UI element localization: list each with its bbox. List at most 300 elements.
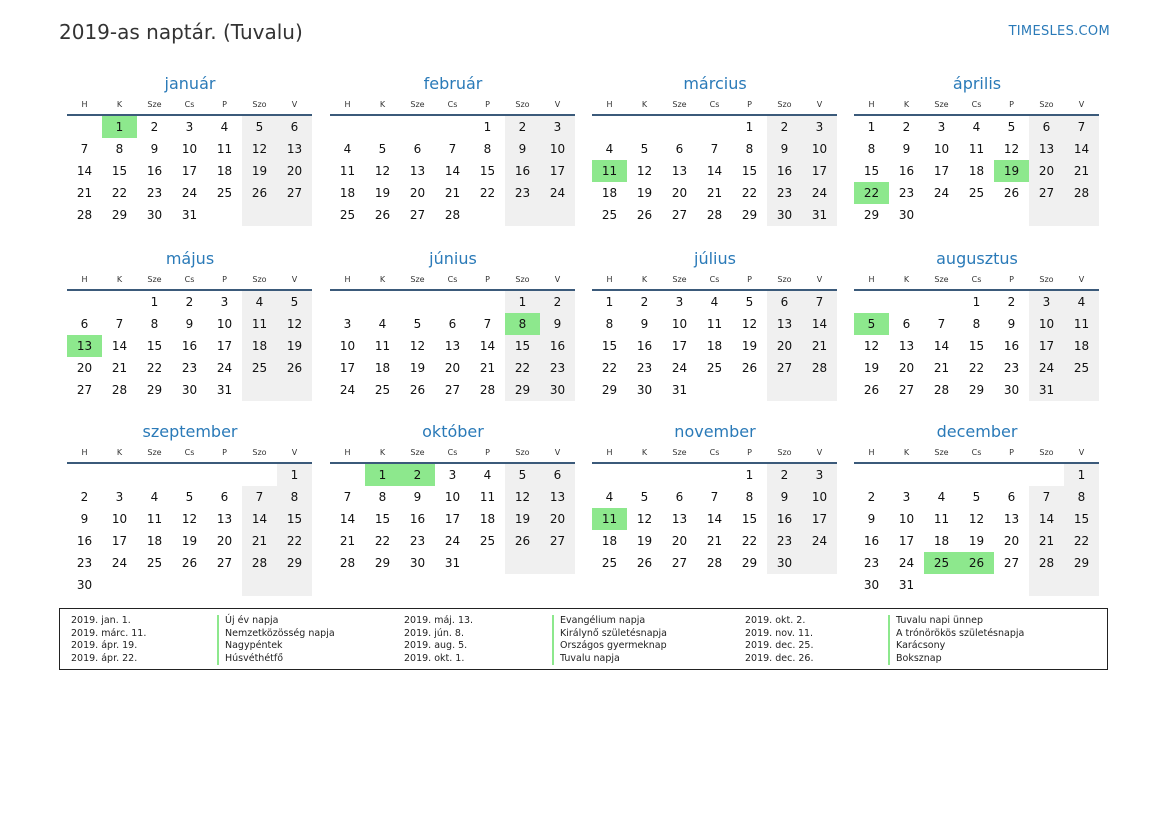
day-cell: 7 [1064,116,1099,138]
day-cell: 15 [741,512,758,526]
legend-date: 2019. ápr. 19. [71,640,138,651]
weekday-header: Sze [662,444,697,464]
day-cell: 8 [277,486,312,508]
day-cell: 21 [802,335,837,357]
day-cell: 28 [933,383,950,397]
legend-date: 2019. jan. 1. [71,615,131,626]
day-cell: 2 [505,116,540,138]
day-cell: 1 [505,291,540,313]
day-cell: 2 [640,295,649,309]
day-cell: 5 [505,464,540,486]
day-cell: 6 [448,317,457,331]
day-cell: 13 [444,339,461,353]
weekday-header: K [102,444,137,464]
day-cell: 24 [216,361,233,375]
weekday-header: H [330,96,365,116]
legend-date: 2019. márc. 11. [71,627,147,639]
day-cell: 12 [1003,142,1020,156]
legend-holiday-name: Tuvalu napja [560,652,620,664]
legend-holiday-name: Nagypéntek [225,640,283,651]
day-cell: 4 [1064,291,1099,313]
day-cell: 26 [242,182,277,204]
day-cell: 9 [80,512,89,526]
weekday-header: Sze [924,271,959,291]
weekday-header: H [854,96,889,116]
day-cell: 28 [802,357,837,379]
day-cell: 13 [67,335,102,357]
day-cell: 13 [671,164,688,178]
day-cell: 19 [968,534,985,548]
legend-date: 2019. ápr. 22. [71,652,138,664]
day-cell: 13 [767,313,802,335]
empty-cell [137,574,172,596]
day-cell: 10 [933,142,950,156]
day-cell: 15 [505,335,540,357]
day-cell: 26 [636,208,653,222]
day-cell: 29 [111,208,128,222]
day-cell: 24 [933,186,950,200]
day-cell: 13 [540,486,575,508]
weekday-header: V [1064,271,1099,291]
day-cell: 2 [150,120,159,134]
empty-cell [994,574,1029,596]
weekday-header: Sze [400,96,435,116]
empty-cell [994,464,1029,486]
day-cell: 21 [1064,160,1099,182]
day-cell: 16 [636,339,653,353]
day-cell: 4 [483,468,492,482]
day-cell: 25 [146,556,163,570]
day-cell: 22 [854,182,889,204]
day-cell: 20 [671,186,688,200]
day-cell: 2 [540,291,575,313]
weekday-header: P [207,444,242,464]
month-11 [592,422,838,574]
day-cell: 11 [216,142,233,156]
day-cell: 5 [640,490,649,504]
day-cell: 7 [710,490,719,504]
day-cell: 26 [181,556,198,570]
day-cell: 22 [968,361,985,375]
day-cell: 2 [400,464,435,486]
empty-cell [592,116,627,138]
day-cell: 21 [444,186,461,200]
weekday-header: P [994,96,1029,116]
day-cell: 21 [479,361,496,375]
day-cell: 23 [767,182,802,204]
day-cell: 28 [444,208,461,222]
day-cell: 27 [767,357,802,379]
empty-cell [697,379,732,401]
day-cell: 3 [185,120,194,134]
day-cell: 19 [994,160,1029,182]
day-cell: 29 [968,383,985,397]
month-12 [854,422,1100,596]
day-cell: 3 [802,116,837,138]
weekday-header: P [732,444,767,464]
month-8 [854,249,1100,401]
day-cell: 14 [1029,508,1064,530]
month-days-grid [854,96,1100,226]
day-cell: 27 [671,208,688,222]
day-cell: 4 [605,490,614,504]
day-cell: 12 [636,512,653,526]
day-cell: 23 [540,357,575,379]
day-cell: 16 [767,508,802,530]
day-cell: 26 [374,208,391,222]
empty-cell [662,464,697,486]
day-cell: 12 [409,339,426,353]
month-name: október [422,422,484,441]
day-cell: 17 [216,339,233,353]
day-cell: 9 [1007,317,1016,331]
weekday-header: K [627,271,662,291]
day-cell: 22 [741,534,758,548]
day-cell: 18 [146,534,163,548]
day-cell: 8 [483,142,492,156]
empty-cell [505,204,540,226]
day-cell: 1 [277,464,312,486]
legend-date: 2019. máj. 13. [404,615,474,626]
empty-cell [365,291,400,313]
day-cell: 17 [181,164,198,178]
legend-holiday-name: Új év napja [225,615,279,626]
day-cell: 23 [767,530,802,552]
day-cell: 7 [343,490,352,504]
weekday-header: Cs [435,444,470,464]
month-days-grid [592,96,838,226]
day-cell: 13 [277,138,312,160]
month-days-grid [592,444,838,574]
empty-cell [662,116,697,138]
day-cell: 16 [767,160,802,182]
month-days-grid [854,271,1100,401]
day-cell: 28 [242,552,277,574]
empty-cell [330,116,365,138]
day-cell: 27 [1003,556,1020,570]
day-cell: 13 [671,512,688,526]
weekday-header: P [994,444,1029,464]
weekday-header: K [627,96,662,116]
weekday-header: P [470,96,505,116]
day-cell: 10 [802,138,837,160]
weekday-header: P [732,96,767,116]
weekday-header: Sze [662,96,697,116]
day-cell: 9 [185,317,194,331]
weekday-header: V [1064,444,1099,464]
day-cell: 8 [115,142,124,156]
day-cell: 9 [505,138,540,160]
day-cell: 18 [339,186,356,200]
day-cell: 5 [277,291,312,313]
day-cell: 7 [937,317,946,331]
month-name: augusztus [936,249,1018,268]
day-cell: 17 [802,508,837,530]
day-cell: 16 [409,512,426,526]
weekday-header: K [102,96,137,116]
day-cell: 13 [1029,138,1064,160]
weekday-header: K [889,271,924,291]
day-cell: 26 [741,361,758,375]
weekday-header: P [994,271,1029,291]
day-cell: 27 [671,556,688,570]
legend-holiday-name: Tuvalu napi ünnep [896,615,983,626]
day-cell: 18 [968,164,985,178]
empty-cell [924,291,959,313]
day-cell: 11 [706,317,723,331]
site-link[interactable]: TIMESLES.COM [1008,24,1110,39]
day-cell: 3 [448,468,457,482]
day-cell: 29 [741,556,758,570]
month-days-grid [330,271,576,401]
day-cell: 28 [111,383,128,397]
month-name: december [936,422,1018,441]
empty-cell [207,574,242,596]
day-cell: 23 [1003,361,1020,375]
empty-cell [802,379,837,401]
day-cell: 12 [505,486,540,508]
weekday-header: H [67,271,102,291]
empty-cell [137,464,172,486]
day-cell: 5 [185,490,194,504]
day-cell: 25 [339,208,356,222]
empty-cell [994,204,1029,226]
weekday-header: H [854,271,889,291]
day-cell: 5 [1007,120,1016,134]
weekday-header: Cs [172,271,207,291]
day-cell: 17 [339,361,356,375]
day-cell: 21 [242,530,277,552]
day-cell: 20 [216,534,233,548]
day-cell: 20 [898,361,915,375]
day-cell: 21 [933,361,950,375]
weekday-header: Cs [959,96,994,116]
day-cell: 29 [601,383,618,397]
day-cell: 21 [1029,530,1064,552]
day-cell: 26 [1003,186,1020,200]
day-cell: 19 [636,534,653,548]
weekday-header: Cs [697,96,732,116]
weekday-header: Sze [400,444,435,464]
day-cell: 12 [636,164,653,178]
day-cell: 26 [277,357,312,379]
day-cell: 23 [146,186,163,200]
month-days-grid [67,271,313,401]
day-cell: 20 [540,508,575,530]
empty-cell [627,464,662,486]
empty-cell [1064,574,1099,596]
day-cell: 17 [444,512,461,526]
day-cell: 22 [601,361,618,375]
day-cell: 1 [972,295,981,309]
month-days-grid [67,444,313,596]
weekday-header: Cs [959,444,994,464]
empty-cell [470,552,505,574]
day-cell: 27 [540,530,575,552]
day-cell: 30 [1003,383,1020,397]
day-cell: 13 [216,512,233,526]
day-cell: 10 [802,486,837,508]
day-cell: 31 [1029,379,1064,401]
weekday-header: H [67,96,102,116]
holiday-legend [59,608,1108,670]
weekday-header: V [277,444,312,464]
month-name: február [423,74,483,93]
day-cell: 30 [636,383,653,397]
empty-cell [1029,464,1064,486]
weekday-header: H [330,271,365,291]
day-cell: 19 [277,335,312,357]
day-cell: 15 [374,512,391,526]
weekday-header: Szo [1029,96,1064,116]
empty-cell [1029,204,1064,226]
legend-date: 2019. aug. 5. [404,640,468,651]
month-3 [592,74,838,226]
day-cell: 19 [863,361,880,375]
day-cell: 15 [1064,508,1099,530]
empty-cell [889,291,924,313]
weekday-header: V [540,444,575,464]
day-cell: 20 [1029,160,1064,182]
empty-cell [400,116,435,138]
weekday-header: Szo [505,271,540,291]
day-cell: 6 [1007,490,1016,504]
weekday-header: P [207,271,242,291]
day-cell: 27 [898,383,915,397]
day-cell: 3 [802,464,837,486]
day-cell: 2 [80,490,89,504]
legend-dates [404,615,473,665]
weekday-header: K [365,271,400,291]
day-cell: 30 [767,552,802,574]
day-cell: 10 [540,138,575,160]
day-cell: 8 [745,490,754,504]
legend-date: 2019. nov. 11. [745,627,814,639]
day-cell: 2 [185,295,194,309]
day-cell: 16 [146,164,163,178]
empty-cell [330,464,365,486]
month-name: szeptember [142,422,238,441]
day-cell: 24 [181,186,198,200]
weekday-header: P [470,271,505,291]
empty-cell [67,116,102,138]
day-cell: 22 [111,186,128,200]
day-cell: 18 [601,186,618,200]
legend-holiday-name: Országos gyermeknap [560,640,667,651]
day-cell: 2 [767,116,802,138]
weekday-header: Cs [172,96,207,116]
legend-date: 2019. okt. 2. [745,615,806,626]
day-cell: 16 [505,160,540,182]
legend-date: 2019. jún. 8. [404,627,465,639]
day-cell: 7 [115,317,124,331]
weekday-header: Sze [137,271,172,291]
day-cell: 24 [540,182,575,204]
day-cell: 5 [378,142,387,156]
day-cell: 25 [1064,357,1099,379]
empty-cell [67,291,102,313]
day-cell: 11 [242,313,277,335]
day-cell: 8 [505,313,540,335]
day-cell: 28 [479,383,496,397]
day-cell: 6 [767,291,802,313]
day-cell: 25 [924,552,959,574]
empty-cell [540,204,575,226]
legend-holiday-name: Nemzetközösség napja [225,627,335,639]
weekday-header: V [1064,96,1099,116]
empty-cell [207,204,242,226]
day-cell: 15 [479,164,496,178]
day-cell: 13 [409,164,426,178]
month-10 [330,422,576,574]
weekday-header: K [365,444,400,464]
day-cell: 29 [1064,552,1099,574]
day-cell: 28 [1064,182,1099,204]
day-cell: 9 [150,142,159,156]
empty-cell [1029,574,1064,596]
day-cell: 18 [601,534,618,548]
day-cell: 26 [409,383,426,397]
day-cell: 24 [898,556,915,570]
day-cell: 18 [706,339,723,353]
empty-cell [959,464,994,486]
day-cell: 6 [80,317,89,331]
day-cell: 11 [146,512,163,526]
empty-cell [277,379,312,401]
day-cell: 1 [605,295,614,309]
day-cell: 30 [540,379,575,401]
day-cell: 19 [505,508,540,530]
day-cell: 24 [802,530,837,552]
day-cell: 10 [181,142,198,156]
day-cell: 9 [413,490,422,504]
weekday-header: Szo [242,444,277,464]
weekday-header: Szo [242,96,277,116]
day-cell: 18 [933,534,950,548]
empty-cell [67,464,102,486]
weekday-header: Cs [959,271,994,291]
day-cell: 12 [181,512,198,526]
day-cell: 24 [671,361,688,375]
empty-cell [697,464,732,486]
day-cell: 26 [863,383,880,397]
day-cell: 23 [76,556,93,570]
day-cell: 23 [863,556,880,570]
day-cell: 12 [741,317,758,331]
empty-cell [592,464,627,486]
day-cell: 1 [483,120,492,134]
day-cell: 9 [767,138,802,160]
day-cell: 30 [898,208,915,222]
weekday-header: Szo [505,444,540,464]
day-cell: 13 [898,339,915,353]
empty-cell [802,552,837,574]
empty-cell [1064,204,1099,226]
day-cell: 31 [898,578,915,592]
day-cell: 21 [111,361,128,375]
day-cell: 16 [863,534,880,548]
day-cell: 24 [339,383,356,397]
day-cell: 14 [444,164,461,178]
day-cell: 25 [601,208,618,222]
day-cell: 8 [745,142,754,156]
day-cell: 2 [902,120,911,134]
day-cell: 3 [540,116,575,138]
month-6 [330,249,576,401]
day-cell: 22 [146,361,163,375]
day-cell: 10 [216,317,233,331]
day-cell: 26 [505,530,540,552]
